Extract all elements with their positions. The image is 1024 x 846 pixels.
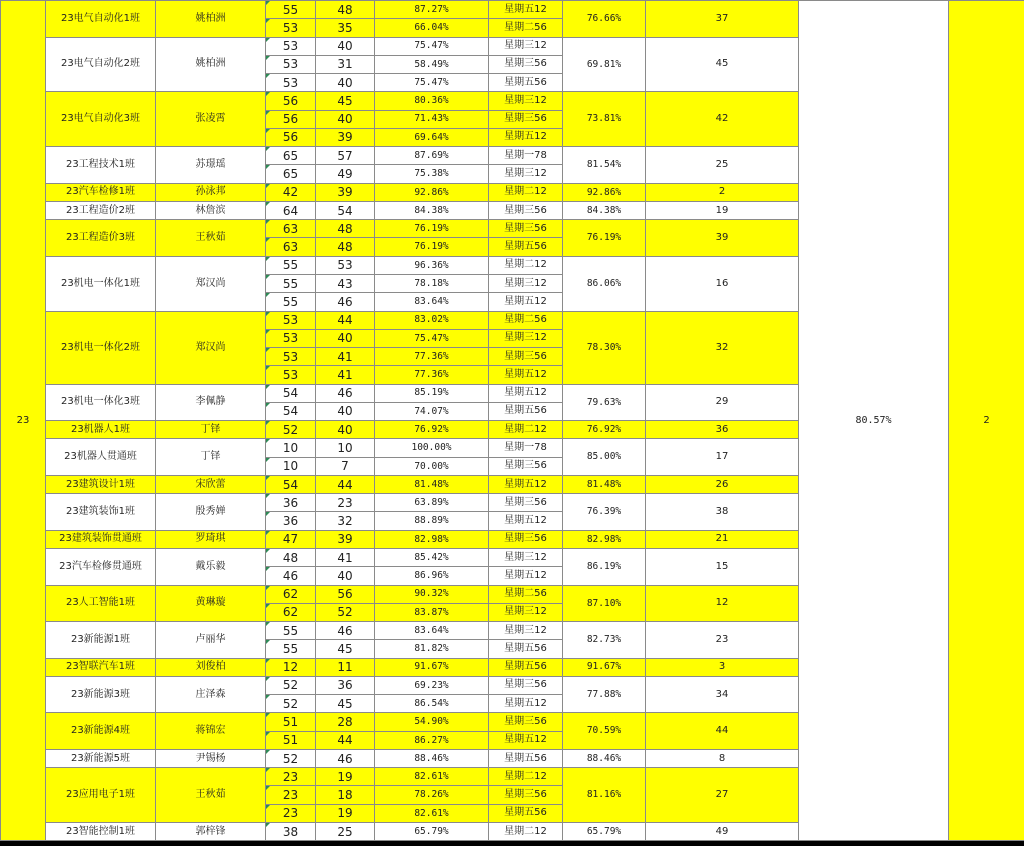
attendance-rate-cell: 82.61% [375,768,489,786]
attended-count-cell: 10 [316,439,375,457]
enrolled-count-cell: 55 [266,274,316,292]
teacher-cell: 孙泳邦 [156,183,266,201]
class-average-cell: 79.63% [563,384,646,421]
enrolled-count-cell: 63 [266,238,316,256]
class-average-cell: 81.48% [563,475,646,493]
session-time-cell: 星期一78 [489,439,563,457]
class-rank-cell: 3 [646,658,799,676]
class-average-cell: 82.98% [563,530,646,548]
session-time-cell: 星期三56 [489,110,563,128]
class-name-cell: 23工程技术1班 [46,147,156,184]
attended-count-cell: 45 [316,695,375,713]
class-average-cell: 82.73% [563,622,646,659]
enrolled-count-cell: 53 [266,74,316,92]
session-time-cell: 星期三56 [489,55,563,73]
session-time-cell: 星期五12 [489,293,563,311]
attended-count-cell: 31 [316,55,375,73]
attendance-rate-cell: 75.47% [375,37,489,55]
attended-count-cell: 39 [316,530,375,548]
class-name-cell: 23新能源4班 [46,713,156,750]
teacher-cell: 张凌霄 [156,92,266,147]
teacher-cell: 姚柏洲 [156,37,266,92]
session-time-cell: 星期三56 [489,348,563,366]
class-rank-cell: 34 [646,676,799,713]
session-time-cell: 星期五56 [489,238,563,256]
session-time-cell: 星期五12 [489,567,563,585]
class-average-cell: 87.10% [563,585,646,622]
session-time-cell: 星期二12 [489,421,563,439]
attendance-rate-cell: 84.38% [375,201,489,219]
enrolled-count-cell: 56 [266,128,316,146]
attended-count-cell: 57 [316,147,375,165]
attendance-rate-cell: 78.26% [375,786,489,804]
class-rank-cell: 23 [646,622,799,659]
class-name-cell: 23新能源3班 [46,676,156,713]
attendance-rate-cell: 86.96% [375,567,489,585]
class-average-cell: 73.81% [563,92,646,147]
attendance-rate-cell: 96.36% [375,256,489,274]
session-time-cell: 星期五56 [489,74,563,92]
attended-count-cell: 19 [316,768,375,786]
session-time-cell: 星期三56 [489,220,563,238]
class-name-cell: 23人工智能1班 [46,585,156,622]
class-name-cell: 23机电一体化3班 [46,384,156,421]
attended-count-cell: 32 [316,512,375,530]
session-time-cell: 星期三12 [489,274,563,292]
attended-count-cell: 40 [316,110,375,128]
teacher-cell: 郑汉尚 [156,256,266,311]
teacher-cell: 尹锡杨 [156,749,266,767]
enrolled-count-cell: 46 [266,567,316,585]
enrolled-count-cell: 38 [266,822,316,840]
attended-count-cell: 40 [316,74,375,92]
attendance-rate-cell: 88.89% [375,512,489,530]
attendance-rate-cell: 83.64% [375,293,489,311]
class-rank-cell: 32 [646,311,799,384]
teacher-cell: 郑汉尚 [156,311,266,384]
class-average-cell: 85.00% [563,439,646,476]
enrolled-count-cell: 62 [266,603,316,621]
teacher-cell: 丁铎 [156,439,266,476]
session-time-cell: 星期一78 [489,147,563,165]
class-rank-cell: 45 [646,37,799,92]
attended-count-cell: 48 [316,1,375,19]
teacher-cell: 戴乐毅 [156,548,266,585]
session-time-cell: 星期五56 [489,640,563,658]
enrolled-count-cell: 10 [266,439,316,457]
session-time-cell: 星期二12 [489,768,563,786]
attended-count-cell: 11 [316,658,375,676]
class-rank-cell: 42 [646,92,799,147]
class-name-cell: 23汽车检修贯通班 [46,548,156,585]
class-average-cell: 86.19% [563,548,646,585]
attended-count-cell: 46 [316,622,375,640]
class-average-cell: 76.19% [563,220,646,257]
enrolled-count-cell: 55 [266,293,316,311]
attendance-rate-cell: 85.42% [375,548,489,566]
class-rank-cell: 37 [646,1,799,38]
teacher-cell: 殷秀婵 [156,494,266,531]
attended-count-cell: 40 [316,329,375,347]
class-name-cell: 23机器人1班 [46,421,156,439]
enrolled-count-cell: 51 [266,731,316,749]
class-average-cell: 70.59% [563,713,646,750]
attended-count-cell: 44 [316,475,375,493]
session-time-cell: 星期五56 [489,804,563,822]
session-time-cell: 星期五12 [489,1,563,19]
session-time-cell: 星期三56 [489,786,563,804]
attended-count-cell: 40 [316,421,375,439]
attendance-rate-cell: 75.38% [375,165,489,183]
teacher-cell: 姚柏洲 [156,1,266,38]
attendance-rate-cell: 71.43% [375,110,489,128]
enrolled-count-cell: 65 [266,165,316,183]
attended-count-cell: 48 [316,238,375,256]
teacher-cell: 林詹滨 [156,201,266,219]
attended-count-cell: 54 [316,201,375,219]
attended-count-cell: 19 [316,804,375,822]
attended-count-cell: 45 [316,92,375,110]
session-time-cell: 星期五12 [489,128,563,146]
attendance-rate-cell: 87.27% [375,1,489,19]
class-name-cell: 23建筑装饰贯通班 [46,530,156,548]
enrolled-count-cell: 53 [266,366,316,384]
class-rank-cell: 27 [646,768,799,823]
class-rank-cell: 26 [646,475,799,493]
enrolled-count-cell: 23 [266,786,316,804]
session-time-cell: 星期二12 [489,256,563,274]
enrolled-count-cell: 53 [266,311,316,329]
attended-count-cell: 46 [316,749,375,767]
session-time-cell: 星期三12 [489,165,563,183]
class-rank-cell: 49 [646,822,799,840]
attendance-rate-cell: 76.19% [375,238,489,256]
attendance-rate-cell: 74.07% [375,402,489,420]
class-name-cell: 23新能源1班 [46,622,156,659]
attendance-rate-cell: 86.27% [375,731,489,749]
enrolled-count-cell: 54 [266,384,316,402]
enrolled-count-cell: 47 [266,530,316,548]
class-average-cell: 69.81% [563,37,646,92]
teacher-cell: 李佩静 [156,384,266,421]
attended-count-cell: 48 [316,220,375,238]
attended-count-cell: 45 [316,640,375,658]
enrolled-count-cell: 63 [266,220,316,238]
attendance-rate-cell: 77.36% [375,366,489,384]
attended-count-cell: 46 [316,293,375,311]
session-time-cell: 星期二56 [489,585,563,603]
class-name-cell: 23应用电子1班 [46,768,156,823]
session-time-cell: 星期三56 [489,494,563,512]
session-time-cell: 星期二56 [489,311,563,329]
session-time-cell: 星期三12 [489,622,563,640]
attendance-rate-cell: 65.79% [375,822,489,840]
class-name-cell: 23电气自动化3班 [46,92,156,147]
enrolled-count-cell: 54 [266,402,316,420]
enrolled-count-cell: 23 [266,804,316,822]
enrolled-count-cell: 52 [266,749,316,767]
session-time-cell: 星期三56 [489,676,563,694]
enrolled-count-cell: 55 [266,640,316,658]
class-rank-cell: 25 [646,147,799,184]
attendance-rate-cell: 76.92% [375,421,489,439]
attended-count-cell: 7 [316,457,375,475]
attended-count-cell: 43 [316,274,375,292]
teacher-cell: 王秋茹 [156,768,266,823]
teacher-cell: 郭梓锋 [156,822,266,840]
class-rank-cell: 17 [646,439,799,476]
session-time-cell: 星期三12 [489,37,563,55]
teacher-cell: 丁铎 [156,421,266,439]
session-time-cell: 星期二12 [489,183,563,201]
class-name-cell: 23汽车检修1班 [46,183,156,201]
attended-count-cell: 56 [316,585,375,603]
session-time-cell: 星期五56 [489,658,563,676]
session-time-cell: 星期三12 [489,603,563,621]
class-rank-cell: 19 [646,201,799,219]
attendance-rate-cell: 63.89% [375,494,489,512]
session-time-cell: 星期三12 [489,92,563,110]
attendance-rate-cell: 90.32% [375,585,489,603]
session-time-cell: 星期五56 [489,402,563,420]
session-time-cell: 星期二56 [489,19,563,37]
enrolled-count-cell: 65 [266,147,316,165]
session-time-cell: 星期五12 [489,695,563,713]
attended-count-cell: 35 [316,19,375,37]
class-average-cell: 81.54% [563,147,646,184]
attended-count-cell: 46 [316,384,375,402]
attended-count-cell: 18 [316,786,375,804]
class-average-cell: 92.86% [563,183,646,201]
session-time-cell: 星期三56 [489,530,563,548]
attended-count-cell: 25 [316,822,375,840]
table-row [1,1,1024,19]
class-average-cell: 81.16% [563,768,646,823]
class-rank-cell: 39 [646,220,799,257]
attendance-rate-cell: 58.49% [375,55,489,73]
class-average-cell: 77.88% [563,676,646,713]
attendance-rate-cell: 80.36% [375,92,489,110]
teacher-cell: 蒋锦宏 [156,713,266,750]
class-rank-cell: 36 [646,421,799,439]
session-time-cell: 星期三12 [489,329,563,347]
enrolled-count-cell: 53 [266,329,316,347]
teacher-cell: 宋欣蕾 [156,475,266,493]
attended-count-cell: 39 [316,128,375,146]
attended-count-cell: 28 [316,713,375,731]
grade-rank-cell: 2 [949,1,1024,841]
session-time-cell: 星期三56 [489,713,563,731]
attendance-rate-cell: 92.86% [375,183,489,201]
enrolled-count-cell: 53 [266,19,316,37]
attended-count-cell: 39 [316,183,375,201]
teacher-cell: 卢丽华 [156,622,266,659]
teacher-cell: 王秋茹 [156,220,266,257]
enrolled-count-cell: 51 [266,713,316,731]
class-rank-cell: 8 [646,749,799,767]
class-name-cell: 23建筑装饰1班 [46,494,156,531]
attendance-rate-cell: 83.64% [375,622,489,640]
enrolled-count-cell: 55 [266,1,316,19]
session-time-cell: 星期三12 [489,548,563,566]
enrolled-count-cell: 12 [266,658,316,676]
attended-count-cell: 44 [316,311,375,329]
session-time-cell: 星期五12 [489,366,563,384]
attended-count-cell: 41 [316,366,375,384]
enrolled-count-cell: 36 [266,494,316,512]
class-average-cell: 65.79% [563,822,646,840]
session-time-cell: 星期五12 [489,475,563,493]
attended-count-cell: 41 [316,548,375,566]
teacher-cell: 罗琦琪 [156,530,266,548]
session-time-cell: 星期五12 [489,512,563,530]
class-name-cell: 23机电一体化2班 [46,311,156,384]
session-time-cell: 星期二12 [489,822,563,840]
enrolled-count-cell: 64 [266,201,316,219]
class-name-cell: 23机电一体化1班 [46,256,156,311]
attendance-rate-cell: 78.18% [375,274,489,292]
enrolled-count-cell: 48 [266,548,316,566]
attendance-rate-cell: 76.19% [375,220,489,238]
attended-count-cell: 41 [316,348,375,366]
class-average-cell: 76.39% [563,494,646,531]
enrolled-count-cell: 23 [266,768,316,786]
attendance-rate-cell: 91.67% [375,658,489,676]
enrolled-count-cell: 54 [266,475,316,493]
class-rank-cell: 44 [646,713,799,750]
attendance-rate-cell: 66.04% [375,19,489,37]
attendance-rate-cell: 82.98% [375,530,489,548]
class-rank-cell: 21 [646,530,799,548]
attendance-rate-cell: 77.36% [375,348,489,366]
class-average-cell: 84.38% [563,201,646,219]
class-rank-cell: 12 [646,585,799,622]
class-name-cell: 23新能源5班 [46,749,156,767]
teacher-cell: 黄琳璇 [156,585,266,622]
class-name-cell: 23建筑设计1班 [46,475,156,493]
class-average-cell: 91.67% [563,658,646,676]
attendance-rate-cell: 85.19% [375,384,489,402]
class-average-cell: 88.46% [563,749,646,767]
session-time-cell: 星期三56 [489,201,563,219]
attendance-rate-cell: 88.46% [375,749,489,767]
attendance-rate-cell: 70.00% [375,457,489,475]
enrolled-count-cell: 56 [266,92,316,110]
class-name-cell: 23工程造价2班 [46,201,156,219]
attendance-rate-cell: 86.54% [375,695,489,713]
attendance-rate-cell: 83.87% [375,603,489,621]
attendance-rate-cell: 69.64% [375,128,489,146]
class-name-cell: 23智能控制1班 [46,822,156,840]
enrolled-count-cell: 52 [266,676,316,694]
class-name-cell: 23机器人贯通班 [46,439,156,476]
attendance-rate-cell: 82.61% [375,804,489,822]
attended-count-cell: 40 [316,567,375,585]
enrolled-count-cell: 52 [266,695,316,713]
enrolled-count-cell: 56 [266,110,316,128]
enrolled-count-cell: 53 [266,55,316,73]
teacher-cell: 苏璟瑶 [156,147,266,184]
attendance-rate-cell: 54.90% [375,713,489,731]
teacher-cell: 庄泽森 [156,676,266,713]
teacher-cell: 刘俊柏 [156,658,266,676]
class-rank-cell: 15 [646,548,799,585]
enrolled-count-cell: 55 [266,256,316,274]
attendance-rate-cell: 75.47% [375,329,489,347]
attended-count-cell: 53 [316,256,375,274]
grade-rate-cell: 80.57% [799,1,949,841]
attended-count-cell: 23 [316,494,375,512]
attendance-rate-cell: 75.47% [375,74,489,92]
session-time-cell: 星期五12 [489,731,563,749]
table-body [1,1,1024,841]
session-time-cell: 星期五12 [489,384,563,402]
class-rank-cell: 29 [646,384,799,421]
class-average-cell: 86.06% [563,256,646,311]
enrolled-count-cell: 10 [266,457,316,475]
class-rank-cell: 38 [646,494,799,531]
class-average-cell: 78.30% [563,311,646,384]
enrolled-count-cell: 62 [266,585,316,603]
attendance-rate-cell: 83.02% [375,311,489,329]
enrolled-count-cell: 52 [266,421,316,439]
attended-count-cell: 40 [316,402,375,420]
attendance-rate-cell: 81.82% [375,640,489,658]
class-name-cell: 23电气自动化1班 [46,1,156,38]
enrolled-count-cell: 53 [266,348,316,366]
attendance-rate-cell: 87.69% [375,147,489,165]
attended-count-cell: 36 [316,676,375,694]
attendance-rate-cell: 100.00% [375,439,489,457]
grade-cell: 23 [1,1,46,841]
attended-count-cell: 49 [316,165,375,183]
class-name-cell: 23工程造价3班 [46,220,156,257]
attended-count-cell: 44 [316,731,375,749]
class-average-cell: 76.66% [563,1,646,38]
attendance-rate-cell: 69.23% [375,676,489,694]
class-name-cell: 23智联汽车1班 [46,658,156,676]
class-rank-cell: 16 [646,256,799,311]
class-name-cell: 23电气自动化2班 [46,37,156,92]
class-rank-cell: 2 [646,183,799,201]
session-time-cell: 星期五56 [489,749,563,767]
enrolled-count-cell: 36 [266,512,316,530]
enrolled-count-cell: 53 [266,37,316,55]
session-time-cell: 星期三56 [489,457,563,475]
attendance-rate-cell: 81.48% [375,475,489,493]
enrolled-count-cell: 55 [266,622,316,640]
class-average-cell: 76.92% [563,421,646,439]
attended-count-cell: 52 [316,603,375,621]
attended-count-cell: 40 [316,37,375,55]
enrolled-count-cell: 42 [266,183,316,201]
